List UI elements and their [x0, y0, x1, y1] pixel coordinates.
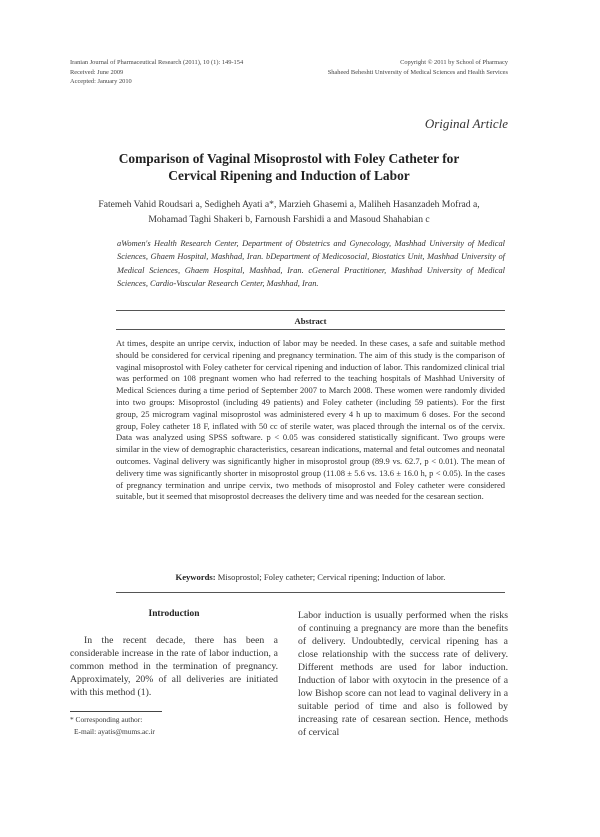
received-date: Received: June 2009	[70, 68, 124, 76]
corresponding-author-label: * Corresponding author:	[70, 715, 143, 724]
publisher-line: Shaheed Beheshti University of Medical Sciences and Health Services	[327, 68, 508, 76]
introduction-heading: Introduction	[148, 609, 200, 619]
title-line-2: Cervical Ripening and Induction of Labor	[168, 168, 410, 183]
abstract-heading-rule	[116, 329, 505, 330]
authors-line-1: Fatemeh Vahid Roudsari a, Sedigheh Ayati a*, Marzieh Ghasemi a, Maliheh Hasanzadeh Mofrad a,	[98, 199, 480, 210]
affiliations: aWomen's Health Research Center, Department of Obstetrics and Gynecology, Mashhad University of Medical Sciences, Ghaem Hospital, Mashhad, Iran. bDepartment of Medicosocial, Biostatics Unit, Mashhad University of Medical Sciences, Ghaem Hospital, Mashhad, Iran. cGeneral Practitioner, Mashhad University of Medical Sciences, Cardio-Vascular Research Center, Mashhad, Iran.	[117, 239, 505, 288]
corresponding-email: E-mail: ayatis@mums.ac.ir	[74, 727, 155, 736]
left-column	[70, 608, 278, 699]
intro-paragraph-right: Labor induction is usually performed when the risks of continuing a pregnancy are more than the benefits of delivery. Undoubtedly, cervical ripening has a close relationship with the success rate of delivery. Different methods are used for labor induction. Induction of labor with oxytocin in the presence of a low Bishop score can not lead to vaginal delivery in a suitable period of time and also is followed by increasing rate of cesarean section. Hence, methods of cervical	[298, 610, 508, 738]
article-type: Original Article	[424, 116, 508, 131]
intro-paragraph-left: In the recent decade, there has been a considerable increase in the rate of labor induction, a common method in the termination of pregnancy. Approximately, 20% of all deliveries are initiated with this method (1).	[70, 635, 278, 698]
copyright-line: Copyright © 2011 by School of Pharmacy	[400, 59, 508, 66]
journal-header-right	[328, 58, 508, 77]
footnote-rule	[70, 711, 162, 712]
journal-header-left	[70, 58, 243, 87]
paper-title	[70, 150, 508, 184]
keywords-text: Misoprostol; Foley catheter; Cervical ripening; Induction of labor.	[215, 572, 446, 582]
accepted-date: Accepted: January 2010	[70, 78, 132, 85]
title-line-1: Comparison of Vaginal Misoprostol with Foley Catheter for	[118, 151, 460, 166]
abstract-heading: Abstract	[294, 316, 327, 326]
keywords-label: Keywords:	[175, 572, 216, 582]
abstract-body: At times, despite an unripe cervix, induction of labor may be needed. In these cases, a safe and suitable method should be considered for cervical ripening and pregnancy termination. The aim of this study is the comparison of vaginal misoprostol with Foley catheter for cervical ripening and induction of labor. This randomized clinical trial was performed on 108 pregnant women who had referred to the teaching hospitals of Mashhad University of Medical Sciences during a time period of September 2007 to March 2008. These women were randomly divided into two groups: Misoprostol (including 49 patients) and Foley catheter (including 59 patients). For the first group, 25 microgram vaginal misoprostol was administered every 4 h up to maximum 6 doses. For the second group, Foley catheter 18 F, inflated with 50 cc of sterile water, was placed through the internal os of the cervix. Data was analyzed using SPSS software. p < 0.05 was considered statistically significant. Two groups were similar in the view of demographic characteristics, cesarean indications, maternal and fetal outcomes and neonatal outcomes. Vaginal delivery was significantly higher in misoprostol group (89.9 vs. 62.7, p < 0.01). The mean of delivery time was significantly shorter in misoprostol group (11.08 ± 5.6 vs. 13.6 ± 16.0 h, p < 0.05). In the cases of pregnancy termination and unripe cervix, two methods of misoprostol and Foley catheter were considered suitable, but it seemed that misoprostol decreases the delivery time and was needed for the cesarean section.	[116, 338, 505, 502]
keywords-bottom-rule	[116, 592, 505, 593]
keywords	[116, 572, 505, 582]
author-list	[70, 197, 508, 227]
right-column	[298, 609, 508, 739]
authors-line-2: Mohamad Taghi Shakeri b, Farnoush Farshidi a and Masoud Shahabian c	[148, 214, 430, 225]
footnote	[70, 714, 155, 738]
journal-citation: Iranian Journal of Pharmaceutical Research (2011), 10 (1): 149-154	[70, 59, 244, 66]
abstract-top-rule	[116, 310, 505, 311]
